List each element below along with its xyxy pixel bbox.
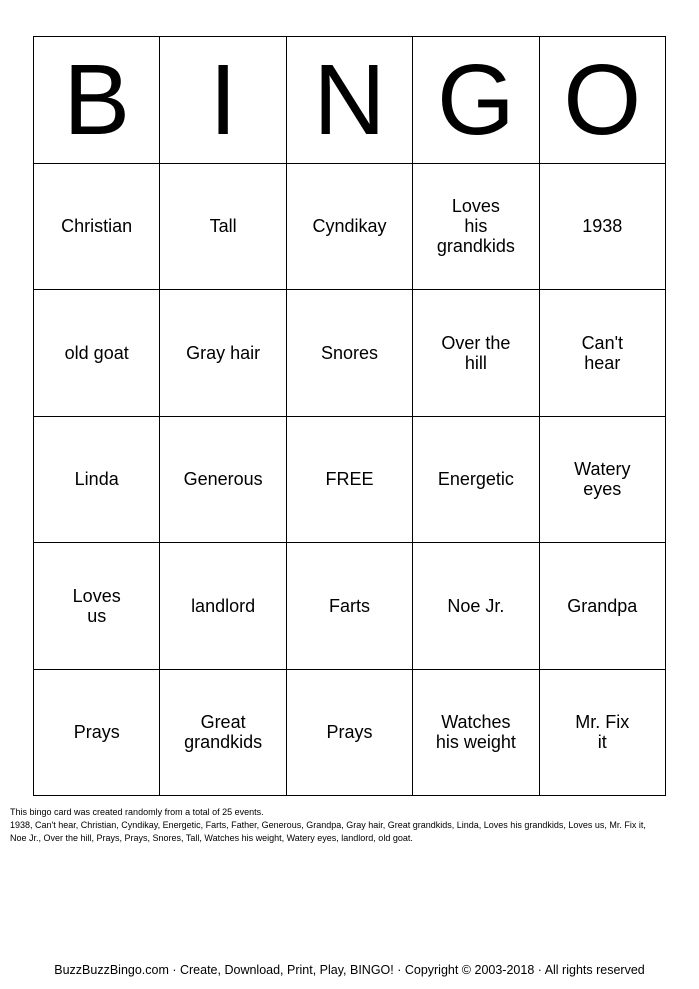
bingo-cell-line: Cyndikay (312, 216, 387, 237)
bingo-cell (540, 164, 666, 291)
bingo-cell-line: his (464, 216, 488, 237)
bingo-cell (160, 543, 286, 670)
bingo-cell-line: Noe Jr. (447, 595, 505, 616)
bingo-cell (540, 290, 666, 417)
bingo-cell-line: Can't (581, 332, 624, 353)
bingo-cell (160, 290, 286, 417)
bingo-cell (413, 164, 539, 291)
bingo-cell-text (574, 459, 630, 499)
bingo-cell-line: us (87, 605, 107, 626)
bingo-cell-line: grandkids (184, 732, 263, 753)
bingo-cell-text (329, 596, 370, 616)
bingo-cell-line: Prays (326, 722, 373, 743)
bingo-cell-text (312, 216, 386, 236)
bingo-cell-line: Loves (72, 585, 121, 606)
bingo-cell-line: Energetic (437, 469, 514, 490)
bingo-cell-text (61, 216, 132, 236)
bingo-cell (34, 164, 160, 291)
bingo-cell-line: FREE (325, 469, 374, 490)
bingo-cell-line: Farts (328, 595, 370, 616)
bingo-cell (413, 290, 539, 417)
info-summary: This bingo card was created randomly from a total of 25 events. (10, 807, 264, 817)
bingo-cell-line: Prays (73, 722, 120, 743)
bingo-cell (160, 417, 286, 544)
bingo-cell-line: 1938 (582, 216, 623, 237)
bingo-cell-line: landlord (191, 595, 256, 616)
bingo-cell-line: Mr. Fix (575, 712, 630, 733)
info-events-line-2: Noe Jr., Over the hill, Prays, Prays, Snores, Tall, Watches his weight, Watery eyes, landlord, old goat. (10, 833, 413, 843)
bingo-cell-line: Grandpa (567, 595, 638, 616)
bingo-cell-line: old goat (64, 342, 129, 363)
bingo-cell-line: Gray hair (186, 342, 261, 363)
bingo-cell (540, 417, 666, 544)
bingo-cell-text (191, 596, 255, 616)
bingo-cell (540, 670, 666, 797)
bingo-cell-line: Great (200, 712, 246, 733)
bingo-cell-text (441, 333, 510, 373)
bingo-cell-text (73, 586, 121, 626)
bingo-cell (413, 417, 539, 544)
card-info (10, 806, 690, 845)
bingo-cell-text (65, 343, 129, 363)
bingo-cell-line: Generous (183, 469, 263, 490)
bingo-cell-line: it (597, 732, 607, 753)
bingo-cell-text (582, 333, 623, 373)
bingo-cell-text (436, 712, 516, 752)
bingo-cell (287, 417, 413, 544)
bingo-cell-text (325, 469, 373, 489)
bingo-cell-text (582, 216, 622, 236)
bingo-cell (160, 670, 286, 797)
bingo-cell-text (184, 469, 263, 489)
bingo-cell-text (326, 722, 372, 742)
bingo-cell-line: grandkids (436, 236, 515, 257)
bingo-cell-line: Snores (320, 342, 379, 363)
bingo-cell-text (321, 343, 378, 363)
bingo-cell (413, 670, 539, 797)
bingo-cell-text (437, 196, 515, 256)
bingo-cell-text (74, 722, 120, 742)
bingo-cell (413, 543, 539, 670)
bingo-cell (34, 670, 160, 797)
bingo-cell-line: eyes (583, 479, 622, 500)
bingo-cell-line: Watches (441, 712, 511, 733)
header-letter-g: G (413, 37, 539, 164)
bingo-cell (287, 543, 413, 670)
bingo-cell-line: hill (464, 352, 487, 373)
bingo-cell (287, 164, 413, 291)
bingo-cell-line: Watery (574, 459, 631, 480)
bingo-cell (287, 670, 413, 797)
bingo-cell (34, 543, 160, 670)
bingo-cell-line: his weight (435, 732, 516, 753)
bingo-cell-line: Linda (74, 469, 119, 490)
bingo-cell-line: hear (584, 352, 621, 373)
site-footer: BuzzBuzzBingo.com · Create, Download, Print, Play, BINGO! · Copyright © 2003-2018 · All rights reserved (54, 963, 645, 977)
bingo-cell-text (438, 469, 514, 489)
bingo-cell-text (186, 343, 260, 363)
bingo-cell-line: Tall (209, 216, 237, 237)
header-letter-i: I (160, 37, 286, 164)
header-letter-n: N (287, 37, 413, 164)
bingo-cell-line: Loves (451, 196, 500, 217)
bingo-cell-text (567, 596, 637, 616)
bingo-cell-text (75, 469, 119, 489)
bingo-cell (540, 543, 666, 670)
bingo-cell (34, 417, 160, 544)
bingo-cell-line: Christian (61, 216, 133, 237)
bingo-card (33, 36, 666, 796)
bingo-cell-text (184, 712, 262, 752)
bingo-cell (160, 164, 286, 291)
header-letter-o: O (540, 37, 666, 164)
info-events-line-1: 1938, Can't hear, Christian, Cyndikay, Energetic, Farts, Father, Generous, Grandpa, Gray hair, Great grandkids, Linda, Loves his grandkids, Loves us, Mr. Fix it, (10, 820, 646, 830)
bingo-cell-text (447, 596, 504, 616)
bingo-cell (287, 290, 413, 417)
bingo-cell (34, 290, 160, 417)
header-letter-b: B (34, 37, 160, 164)
bingo-cell-line: Over the (441, 332, 511, 353)
bingo-cell-text (210, 216, 237, 236)
bingo-cell-text (575, 712, 629, 752)
